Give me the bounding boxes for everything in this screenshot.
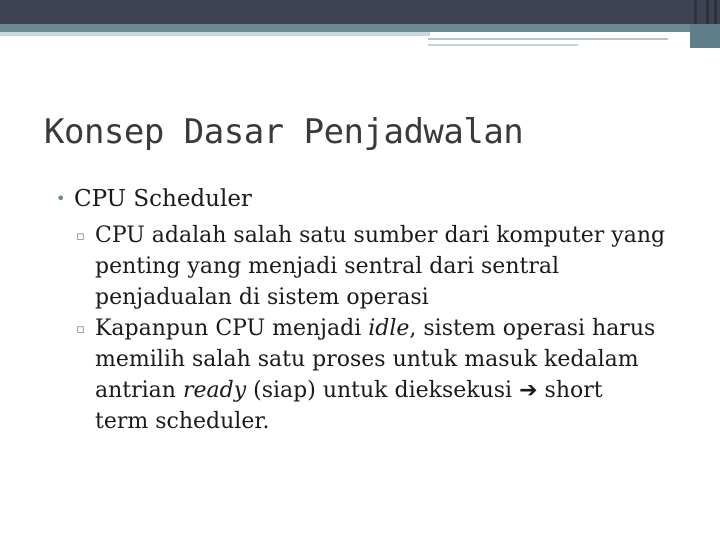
sub-bullet-line: CPU adalah salah satu sumber dari komputer yang: [95, 223, 666, 248]
sub-bullet-marker: ▫: [76, 322, 85, 337]
sub-bullet-text: short: [537, 378, 603, 403]
sub-bullet-text: (siap) untuk dieksekusi: [246, 378, 520, 403]
sub-bullet-line: term scheduler.: [95, 409, 270, 434]
sub-bullet-marker: ▫: [76, 229, 85, 244]
header-band-teal-light: [0, 32, 430, 36]
sub-bullet-item: [56, 313, 706, 437]
sub-bullet-item: [56, 220, 706, 313]
slide-title: Konsep Dasar Penjadwalan: [44, 112, 524, 152]
emphasis-ready: ready: [182, 378, 247, 403]
slide-body: [56, 184, 706, 437]
bullet-text: CPU Scheduler: [74, 186, 252, 212]
bullet-marker: •: [56, 189, 66, 208]
header-band-dark: [0, 0, 720, 24]
sub-bullet-line: penting yang menjadi sentral dari sentral: [95, 254, 559, 279]
sub-bullet-line: memilih salah satu proses untuk masuk kedalam: [95, 347, 639, 372]
header-stripe: [706, 0, 709, 24]
header-band-right-block: [690, 24, 720, 48]
header-stripe: [714, 0, 717, 24]
sub-bullet-text: Kapanpun CPU menjadi: [95, 316, 369, 341]
header-stripe: [694, 0, 697, 24]
header-band-teal: [0, 24, 720, 32]
arrow-right-icon: ➔: [519, 378, 538, 403]
header-accent-line: [428, 44, 578, 46]
sub-bullet-text: , sistem operasi harus: [409, 316, 656, 341]
header-accent-line: [428, 38, 668, 40]
emphasis-idle: idle: [368, 316, 410, 341]
sub-bullet-line: penjadualan di sistem operasi: [95, 285, 429, 310]
bullet-item: [56, 184, 706, 214]
sub-bullet-text: antrian: [95, 378, 183, 403]
